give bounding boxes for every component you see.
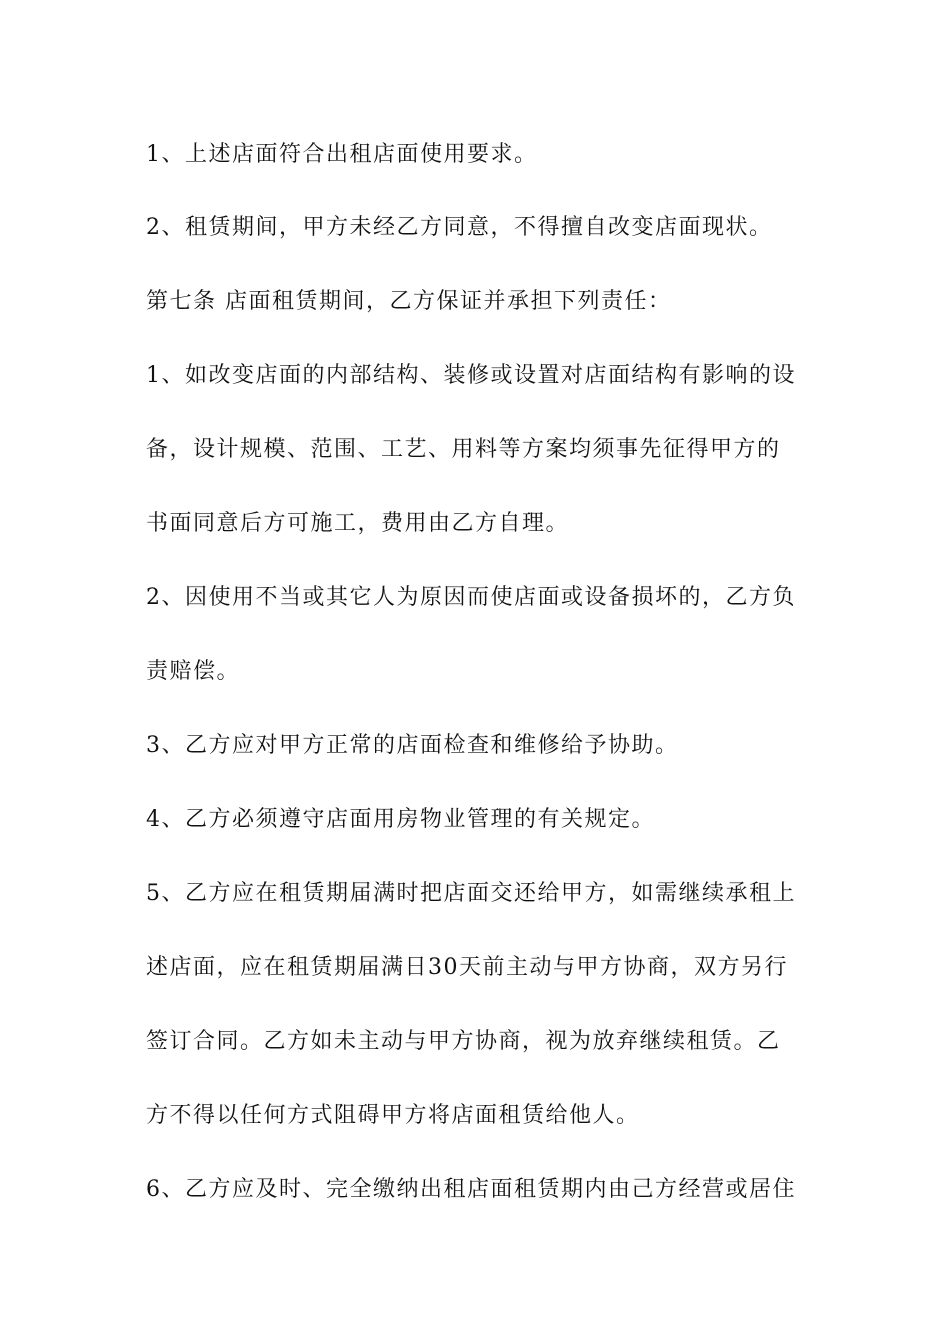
text-line: 签订合同。乙方如未主动与甲方协商，视为放弃继续租赁。乙 bbox=[146, 1029, 781, 1054]
text-line: 1、上述店面符合出租店面使用要求。 bbox=[146, 142, 538, 167]
text-line: 述店面，应在租赁期届满日30天前主动与甲方协商，双方另行 bbox=[146, 955, 788, 980]
text-line: 2、因使用不当或其它人为原因而使店面或设备损坏的，乙方负 bbox=[146, 585, 796, 610]
text-line: 6、乙方应及时、完全缴纳出租店面租赁期内由己方经营或居住 bbox=[146, 1177, 796, 1202]
text-line: 备，设计规模、范围、工艺、用料等方案均须事先征得甲方的 bbox=[146, 437, 781, 462]
text-line: 书面同意后方可施工，费用由乙方自理。 bbox=[146, 511, 570, 536]
text-line: 1、如改变店面的内部结构、装修或设置对店面结构有影响的设 bbox=[146, 363, 796, 388]
text-line: 方不得以任何方式阻碍甲方将店面租赁给他人。 bbox=[146, 1103, 640, 1128]
text-line: 5、乙方应在租赁期届满时把店面交还给甲方，如需继续承租上 bbox=[146, 881, 796, 906]
text-line: 2、租赁期间，甲方未经乙方同意，不得擅自改变店面现状。 bbox=[146, 215, 773, 240]
text-line: 3、乙方应对甲方正常的店面检查和维修给予协助。 bbox=[146, 733, 679, 758]
text-line: 4、乙方必须遵守店面用房物业管理的有关规定。 bbox=[146, 807, 655, 832]
text-line: 第七条 店面租赁期间，乙方保证并承担下列责任： bbox=[146, 289, 672, 314]
text-line: 责赔偿。 bbox=[146, 659, 241, 684]
